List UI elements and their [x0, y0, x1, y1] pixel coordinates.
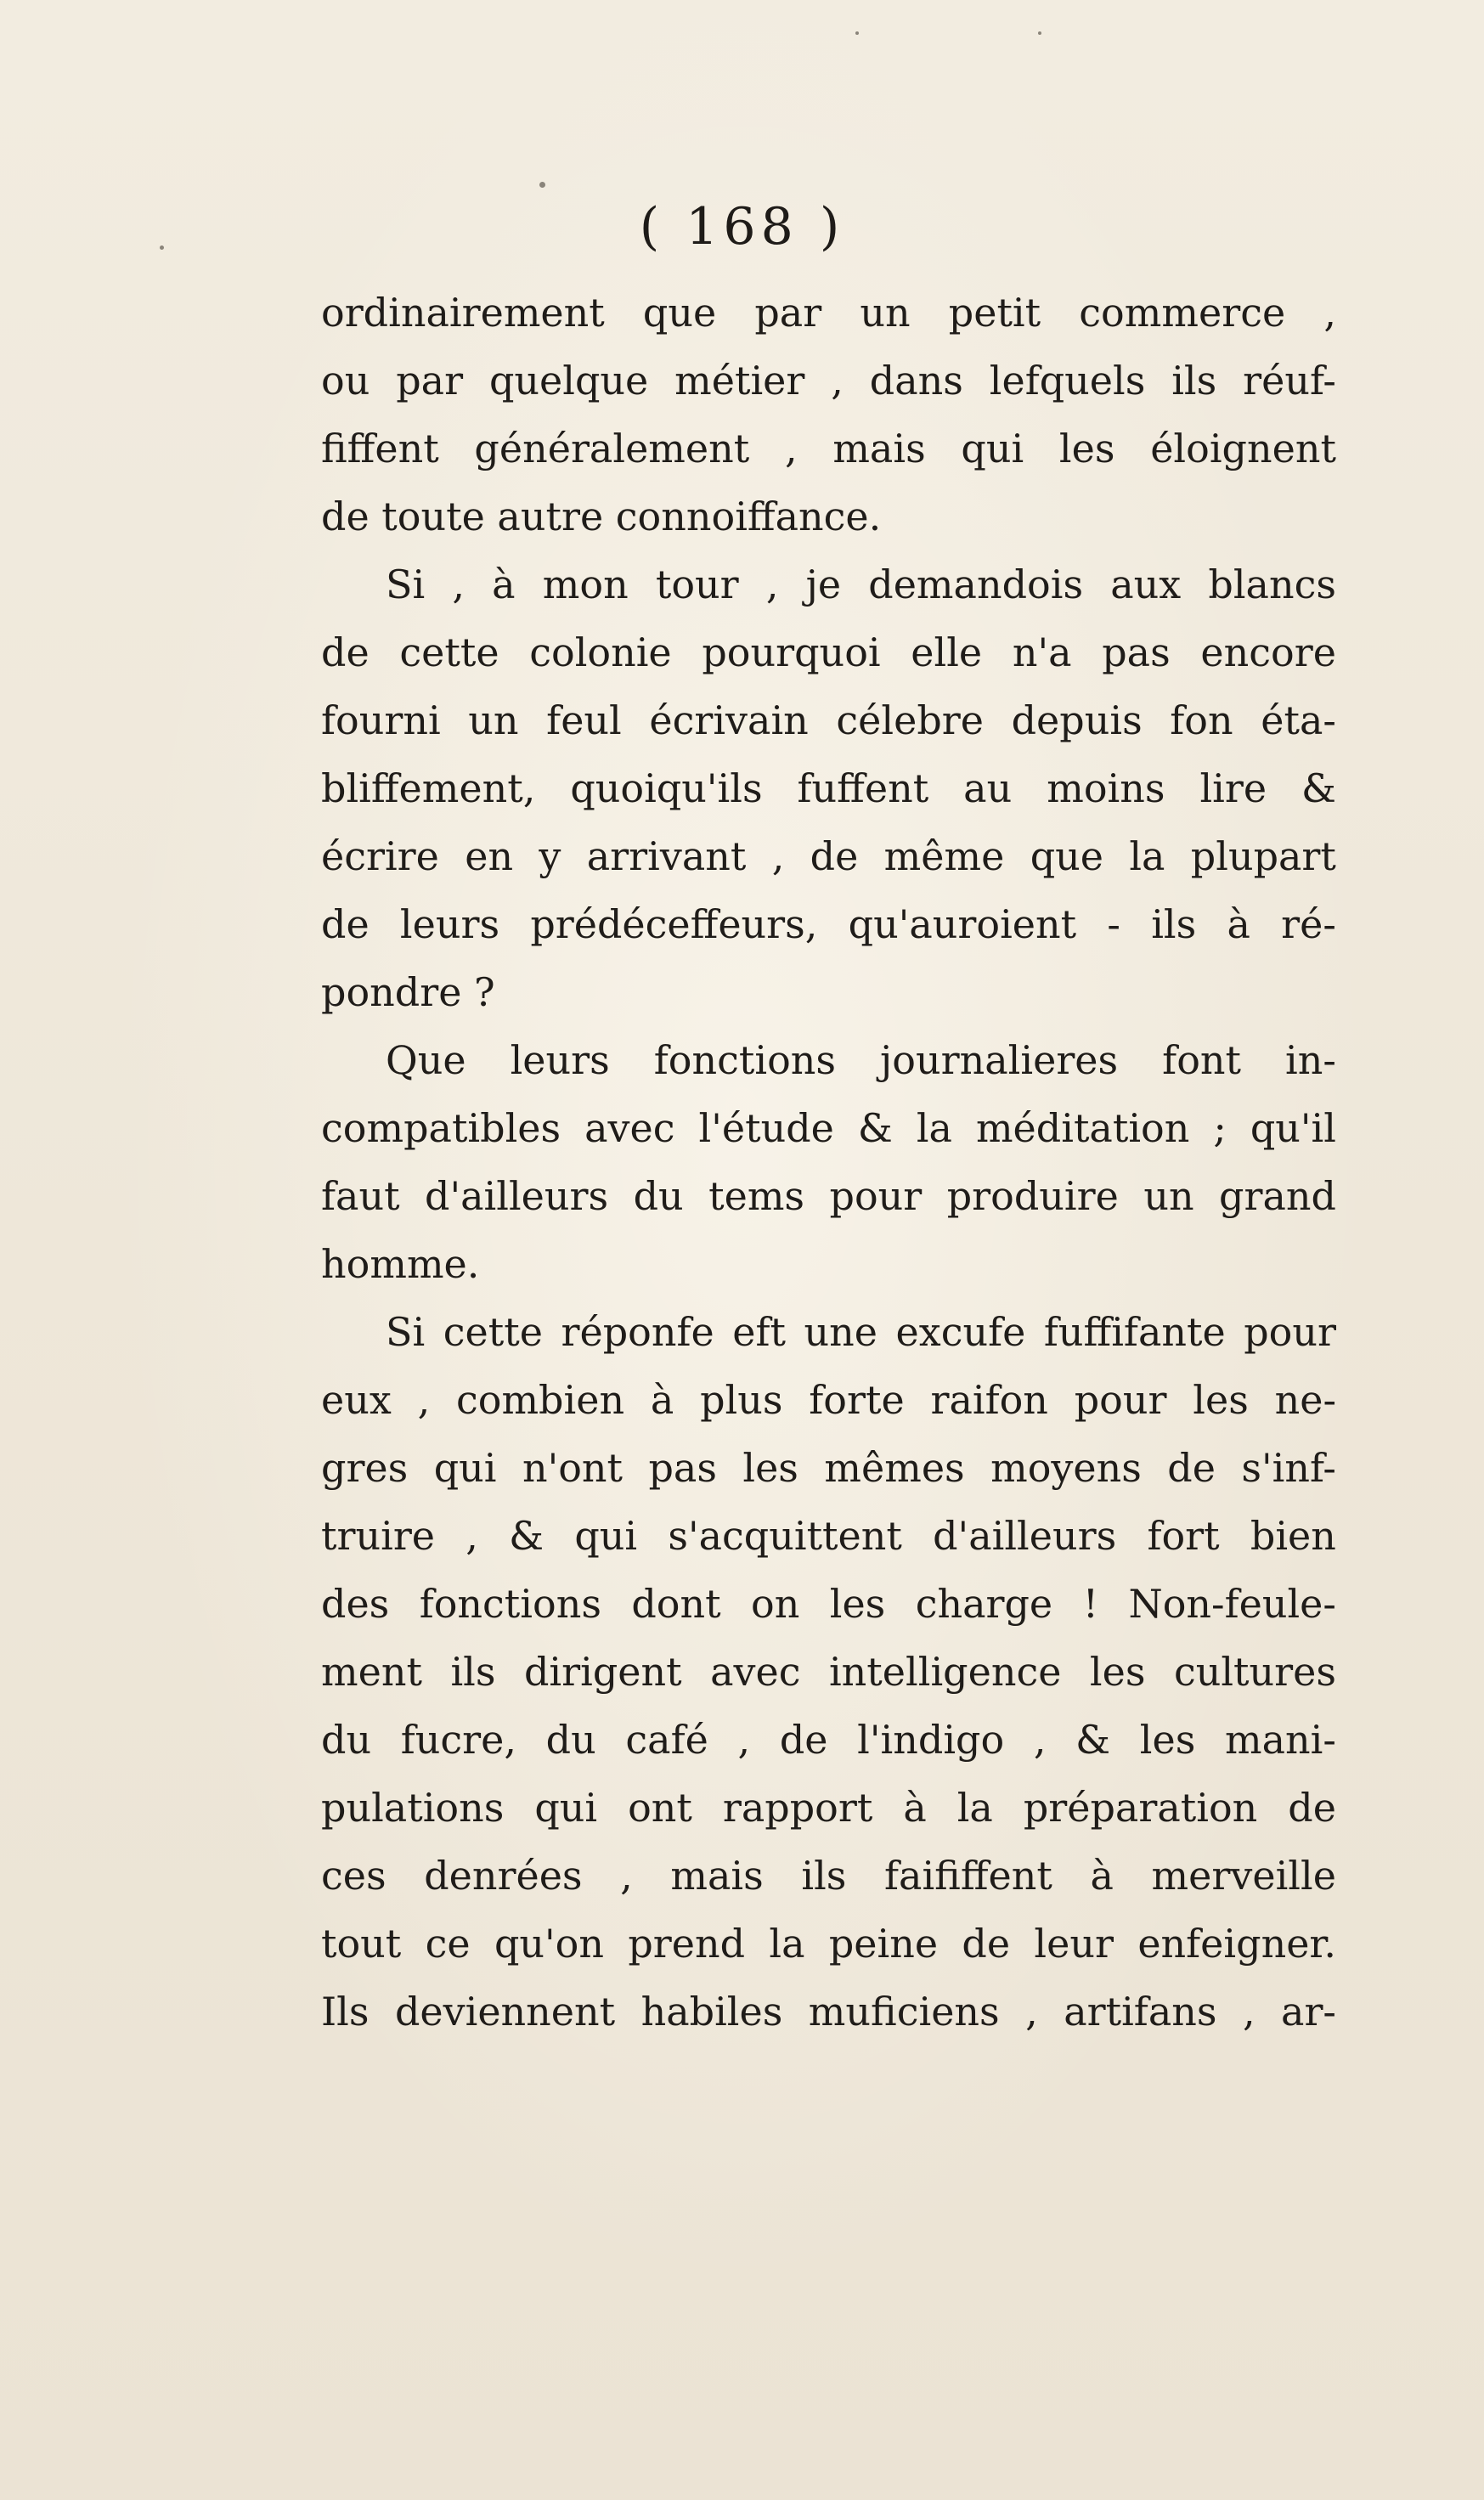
- line-text: [321, 1848, 1336, 1903]
- line-text: [321, 421, 1336, 476]
- word: -: [1107, 901, 1120, 947]
- word: ils: [450, 1649, 496, 1695]
- line-text: [386, 557, 1336, 612]
- word: l'indigo: [857, 1717, 1005, 1763]
- word: ces: [321, 1853, 387, 1899]
- text-line: [321, 489, 881, 544]
- word: tour: [655, 562, 739, 607]
- word: compatibles: [321, 1105, 561, 1151]
- word: colonie: [529, 629, 672, 675]
- word: pourquoi: [702, 629, 881, 675]
- text-line: [321, 1237, 479, 1291]
- word: &: [857, 1105, 893, 1151]
- word: plupart: [1190, 833, 1336, 879]
- word: pour: [1074, 1377, 1167, 1423]
- word: un: [468, 697, 519, 743]
- text-line: [321, 761, 1336, 815]
- word: dont: [631, 1581, 721, 1627]
- word: prédéceffeurs,: [530, 901, 818, 947]
- word: préparation: [1023, 1785, 1258, 1831]
- word: petit: [948, 290, 1041, 336]
- line-text: [321, 1441, 1336, 1495]
- word: à: [1227, 901, 1250, 947]
- line-text: [321, 829, 1336, 883]
- word: ,: [1323, 290, 1336, 336]
- word: l'étude: [698, 1105, 834, 1151]
- text-line: [321, 1101, 1336, 1155]
- word: ,: [765, 562, 779, 607]
- word: s'inf-: [1241, 1445, 1336, 1491]
- line-text: [321, 1780, 1336, 1835]
- line-text: [321, 1101, 1336, 1155]
- word: avec: [710, 1649, 801, 1695]
- word: muficiens: [808, 1989, 1000, 2034]
- word: réponfe: [561, 1309, 714, 1355]
- word: de: [779, 1717, 828, 1763]
- word: ar-: [1281, 1989, 1336, 2034]
- word: en: [465, 833, 514, 879]
- word: d'ailleurs: [933, 1513, 1117, 1559]
- line-text: [386, 1305, 1336, 1359]
- word: bien: [1250, 1513, 1336, 1559]
- word: excufe: [895, 1309, 1026, 1355]
- word: écrivain: [649, 697, 809, 743]
- line-text: [321, 1169, 1336, 1223]
- word: mais: [832, 426, 926, 471]
- line-text: [321, 353, 1336, 408]
- word: raifon: [930, 1377, 1048, 1423]
- word: cette: [399, 629, 499, 675]
- line-text: [321, 285, 1336, 340]
- word: font: [1162, 1037, 1242, 1083]
- word: que: [1030, 833, 1103, 879]
- word: ,: [1242, 1989, 1255, 2034]
- word: éta-: [1261, 697, 1336, 743]
- text-line: [386, 557, 1336, 612]
- word: mais: [670, 1853, 764, 1899]
- word: à: [492, 562, 516, 607]
- word: je: [805, 562, 842, 607]
- word: qu'il: [1250, 1105, 1336, 1151]
- word: de: [321, 629, 370, 675]
- word: cette: [443, 1309, 543, 1355]
- word: ment: [321, 1649, 422, 1695]
- word: qui: [961, 426, 1024, 471]
- word: combien: [455, 1377, 625, 1423]
- word: la: [916, 1105, 952, 1151]
- text-line: [321, 1373, 1336, 1427]
- word: mon: [542, 562, 629, 607]
- line-text: [321, 1645, 1336, 1699]
- line-text: homme.: [321, 1241, 480, 1287]
- word: pulations: [321, 1785, 505, 1831]
- word: dirigent: [523, 1649, 682, 1695]
- word: ,: [737, 1717, 751, 1763]
- word: ré-: [1281, 901, 1336, 947]
- text-line: [321, 421, 1336, 476]
- word: eft: [732, 1309, 786, 1355]
- word: merveille: [1151, 1853, 1336, 1899]
- word: café: [625, 1717, 708, 1763]
- word: du: [545, 1717, 596, 1763]
- word: qu'on: [494, 1921, 604, 1967]
- word: mani-: [1224, 1717, 1336, 1763]
- word: cultures: [1173, 1649, 1336, 1695]
- word: de: [810, 833, 859, 879]
- word: lire: [1199, 765, 1267, 811]
- text-line: [321, 1916, 1336, 1971]
- text-line: [321, 1713, 1336, 1767]
- word: truire: [321, 1513, 436, 1559]
- line-text: [321, 693, 1336, 748]
- word: ,: [1033, 1717, 1047, 1763]
- word: habiles: [640, 1989, 783, 2034]
- line-text: [386, 1033, 1336, 1087]
- line-text: [321, 1577, 1336, 1631]
- word: moyens: [990, 1445, 1142, 1491]
- word: qui: [574, 1513, 638, 1559]
- word: charge: [915, 1581, 1053, 1627]
- word: éloignent: [1150, 426, 1336, 471]
- word: ordinairement: [321, 290, 605, 336]
- word: écrire: [321, 833, 439, 879]
- word: métier: [674, 358, 805, 403]
- word: rapport: [722, 1785, 873, 1831]
- word: ,: [831, 358, 844, 403]
- word: ils: [1151, 901, 1197, 947]
- word: ;: [1213, 1105, 1227, 1151]
- word: de: [321, 901, 370, 947]
- word: fiffent: [321, 426, 439, 471]
- word: !: [1082, 1581, 1099, 1627]
- text-line: [321, 693, 1336, 748]
- text-line: [321, 897, 1336, 951]
- word: gres: [321, 1445, 409, 1491]
- text-line: [386, 1033, 1336, 1087]
- word: elle: [911, 629, 983, 675]
- word: une: [804, 1309, 877, 1355]
- word: ,: [452, 562, 466, 607]
- word: méditation: [975, 1105, 1190, 1151]
- word: par: [396, 358, 464, 403]
- text-line: [321, 1780, 1336, 1835]
- word: pas: [648, 1445, 717, 1491]
- word: des: [321, 1581, 390, 1627]
- word: y: [539, 833, 561, 879]
- line-text: [321, 1373, 1336, 1427]
- word: feul: [546, 697, 622, 743]
- word: pour: [829, 1173, 923, 1219]
- word: commerce: [1079, 290, 1286, 336]
- word: leur: [1034, 1921, 1114, 1967]
- text-line: [321, 353, 1336, 408]
- word: ,: [417, 1377, 431, 1423]
- word: ont: [628, 1785, 692, 1831]
- word: aux: [1110, 562, 1182, 607]
- word: du: [321, 1717, 372, 1763]
- word: la: [1129, 833, 1165, 879]
- word: blancs: [1208, 562, 1336, 607]
- paper-speck: [1038, 31, 1041, 35]
- word: à: [650, 1377, 674, 1423]
- word: mêmes: [824, 1445, 965, 1491]
- line-text: [321, 897, 1336, 951]
- word: de: [1288, 1785, 1336, 1831]
- line-text: [321, 1916, 1336, 1971]
- word: réuf-: [1243, 358, 1336, 403]
- word: Non-feule-: [1128, 1581, 1336, 1627]
- text-line: [321, 965, 495, 1019]
- paper-speck: [855, 31, 859, 35]
- word: fucre,: [400, 1717, 516, 1763]
- word: faut: [321, 1173, 400, 1219]
- paper-speck: [539, 182, 545, 188]
- word: ne-: [1274, 1377, 1336, 1423]
- word: grand: [1219, 1173, 1336, 1219]
- word: tout: [321, 1921, 402, 1967]
- word: moins: [1047, 765, 1165, 811]
- word: à: [1090, 1853, 1114, 1899]
- word: de: [962, 1921, 1011, 1967]
- word: généralement: [474, 426, 750, 471]
- word: qui: [433, 1445, 497, 1491]
- word: les: [1058, 426, 1115, 471]
- text-line: [321, 1645, 1336, 1699]
- text-line: [321, 1441, 1336, 1495]
- word: par: [754, 290, 822, 336]
- line-text: de toute autre connoiffance.: [321, 494, 882, 539]
- word: célebre: [836, 697, 984, 743]
- word: même: [883, 833, 1005, 879]
- word: les: [1139, 1717, 1196, 1763]
- word: &: [509, 1513, 545, 1559]
- word: faififfent: [884, 1853, 1052, 1899]
- word: plus: [700, 1377, 783, 1423]
- page-number: ( 168 ): [639, 197, 845, 257]
- word: pour: [1244, 1309, 1336, 1355]
- word: encore: [1200, 629, 1336, 675]
- text-line: [321, 829, 1336, 883]
- word: fuffent: [797, 765, 929, 811]
- word: les: [1193, 1377, 1249, 1423]
- word: &: [1075, 1717, 1111, 1763]
- word: au: [963, 765, 1013, 811]
- word: leurs: [399, 901, 500, 947]
- text-line: [321, 1169, 1336, 1223]
- word: forte: [809, 1377, 905, 1423]
- word: peine: [828, 1921, 939, 1967]
- word: ,: [784, 426, 798, 471]
- word: la: [956, 1785, 993, 1831]
- word: fonctions: [419, 1581, 601, 1627]
- word: un: [860, 290, 911, 336]
- line-text: [321, 1509, 1336, 1563]
- word: ou: [321, 358, 370, 403]
- text-line: [386, 1305, 1336, 1359]
- word: bliffement,: [321, 765, 536, 811]
- word: fuffifante: [1043, 1309, 1226, 1355]
- word: prend: [628, 1921, 746, 1967]
- word: qui: [534, 1785, 598, 1831]
- word: enfeigner.: [1137, 1921, 1336, 1967]
- word: &: [1301, 765, 1336, 811]
- text-line: [321, 1509, 1336, 1563]
- word: quelque: [488, 358, 649, 403]
- text-line: [321, 285, 1336, 340]
- word: ils: [801, 1853, 847, 1899]
- line-text: pondre ?: [321, 969, 495, 1015]
- word: du: [633, 1173, 684, 1219]
- word: arrivant: [586, 833, 747, 879]
- word: fourni: [321, 697, 441, 743]
- word: s'acquittent: [668, 1513, 902, 1559]
- word: fon: [1170, 697, 1233, 743]
- word: intelligence: [828, 1649, 1062, 1695]
- word: à: [903, 1785, 927, 1831]
- word: tems: [708, 1173, 805, 1219]
- line-text: [321, 1984, 1336, 2039]
- line-text: [321, 761, 1336, 815]
- word: produire: [946, 1173, 1119, 1219]
- line-text: [321, 1713, 1336, 1767]
- word: les: [829, 1581, 886, 1627]
- line-text: [321, 625, 1336, 680]
- word: fort: [1147, 1513, 1220, 1559]
- word: leurs: [510, 1037, 610, 1083]
- word: eux: [321, 1377, 392, 1423]
- word: les: [742, 1445, 798, 1491]
- text-line: [321, 1984, 1336, 2039]
- word: depuis: [1011, 697, 1143, 743]
- word: un: [1143, 1173, 1194, 1219]
- word: ,: [620, 1853, 633, 1899]
- word: Si: [386, 1309, 426, 1355]
- word: artifans: [1064, 1989, 1217, 2034]
- word: Que: [386, 1037, 466, 1083]
- paper-speck: [160, 245, 164, 250]
- word: journalieres: [880, 1037, 1119, 1083]
- word: ,: [1025, 1989, 1038, 2034]
- word: demandois: [868, 562, 1084, 607]
- text-line: [321, 1848, 1336, 1903]
- word: dans: [869, 358, 963, 403]
- word: denrées: [424, 1853, 583, 1899]
- word: que: [642, 290, 717, 336]
- word: on: [751, 1581, 800, 1627]
- word: ils: [1171, 358, 1217, 403]
- word: ,: [466, 1513, 478, 1559]
- word: d'ailleurs: [425, 1173, 609, 1219]
- word: les: [1089, 1649, 1146, 1695]
- word: deviennent: [394, 1989, 616, 2034]
- word: de: [1167, 1445, 1216, 1491]
- word: Ils: [321, 1989, 370, 2034]
- word: n'a: [1012, 629, 1072, 675]
- word: quoiqu'ils: [570, 765, 763, 811]
- word: n'ont: [522, 1445, 624, 1491]
- word: in-: [1285, 1037, 1336, 1083]
- word: pas: [1102, 629, 1171, 675]
- word: ,: [771, 833, 785, 879]
- word: lefquels: [989, 358, 1146, 403]
- word: avec: [584, 1105, 675, 1151]
- text-line: [321, 1577, 1336, 1631]
- word: fonctions: [653, 1037, 837, 1083]
- word: la: [769, 1921, 805, 1967]
- word: ce: [425, 1921, 471, 1967]
- text-line: [321, 625, 1336, 680]
- word: Si: [386, 562, 426, 607]
- word: qu'auroient: [848, 901, 1077, 947]
